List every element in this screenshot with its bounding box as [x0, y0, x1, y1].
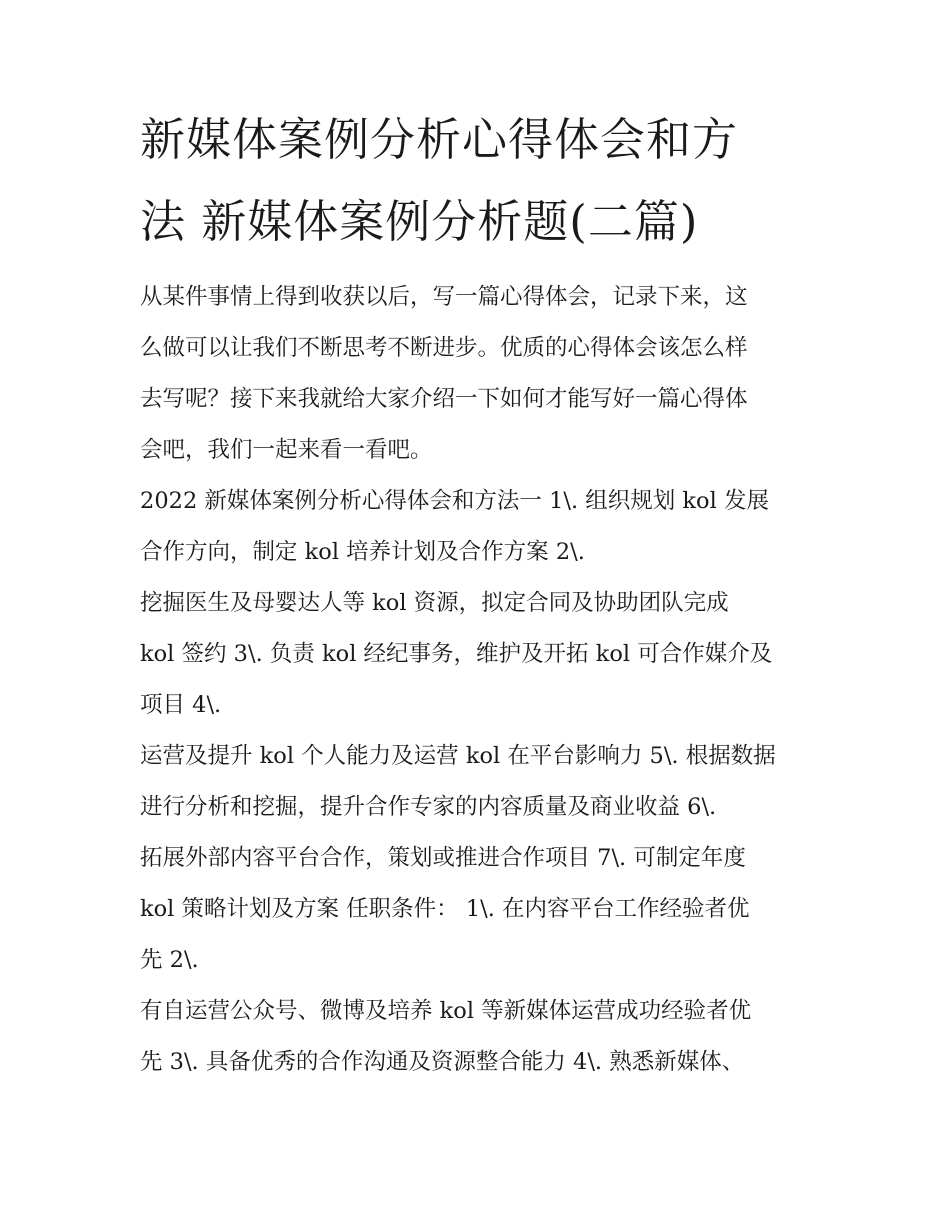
body-line: 2022 新媒体案例分析心得体会和方法一 1\. 组织规划 kol 发展 — [140, 488, 769, 514]
body-line: 运营及提升 kol 个人能力及运营 kol 在平台影响力 5\. 根据数据 — [140, 743, 776, 769]
body-line: 么做可以让我们不断思考不断进步。优质的心得体会该怎么样 — [140, 335, 748, 361]
document-title — [140, 112, 820, 250]
body-line: 拓展外部内容平台合作，策划或推进合作项目 7\. 可制定年度 — [140, 845, 746, 871]
document-body — [140, 272, 820, 1088]
body-line: 先 2\. — [140, 947, 199, 973]
title-line: 法 新媒体案例分析题(二篇) — [140, 195, 699, 248]
body-line: 先 3\. 具备优秀的合作沟通及资源整合能力 4\. 熟悉新媒体、 — [140, 1049, 745, 1075]
body-line: 项目 4\. — [140, 692, 222, 718]
body-line: kol 策略计划及方案 任职条件： 1\. 在内容平台工作经验者优 — [140, 896, 750, 922]
document-page — [140, 112, 820, 1088]
body-line: 有自运营公众号、微博及培养 kol 等新媒体运营成功经验者优 — [140, 998, 752, 1024]
body-line: 挖掘医生及母婴达人等 kol 资源，拟定合同及协助团队完成 — [140, 590, 729, 616]
body-line: 会吧，我们一起来看一看吧。 — [140, 437, 433, 463]
body-line: 合作方向，制定 kol 培养计划及合作方案 2\. — [140, 539, 585, 565]
body-line: 去写呢？接下来我就给大家介绍一下如何才能写好一篇心得体 — [140, 386, 748, 412]
body-line: 从某件事情上得到收获以后，写一篇心得体会，记录下来，这 — [140, 284, 748, 310]
title-line: 新媒体案例分析心得体会和方 — [140, 113, 739, 166]
body-line: 进行分析和挖掘，提升合作专家的内容质量及商业收益 6\. — [140, 794, 717, 820]
body-line: kol 签约 3\. 负责 kol 经纪事务，维护及开拓 kol 可合作媒介及 — [140, 641, 773, 667]
